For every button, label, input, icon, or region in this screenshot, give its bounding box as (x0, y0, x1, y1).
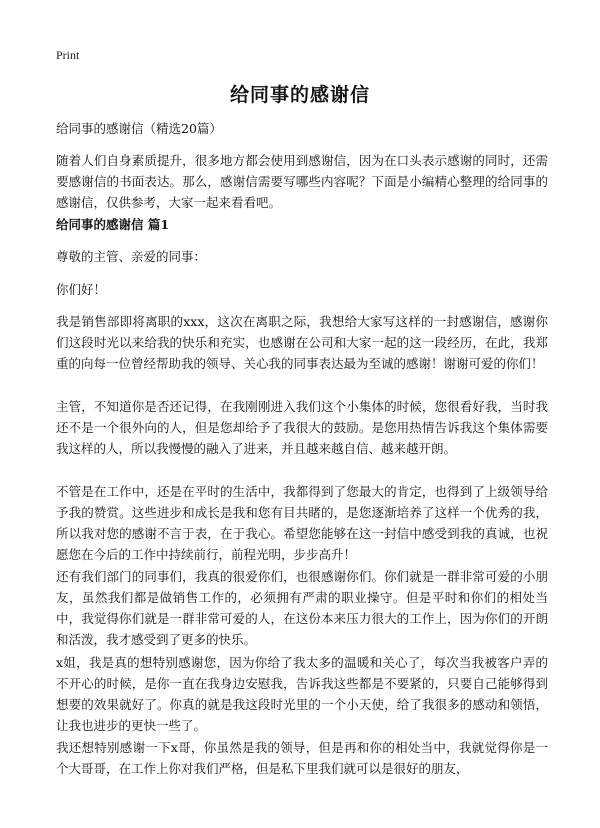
body-paragraph: 还有我们部门的同事们，我真的很爱你们，也很感谢你们。你们就是一群非常可爱的小朋友，虽然我们都是做销售工作的，必须拥有严肃的职业操守。但是平时和你们的相处当中，我觉得你们就是一群非常可爱的人，在这份本来压力很大的工作上，因为你们的开朗和活泼，我才感受到了更多的快乐。 (56, 569, 548, 647)
section-heading: 给同事的感谢信 篇1 (56, 217, 170, 232)
print-label: Print (56, 48, 80, 62)
body-paragraph: 我是销售部即将离职的xxx，这次在离职之际，我想给大家写这样的一封感谢信，感谢你们这段时光以来给我的快乐和充实，也感谢在公司和大家一起的这一段经历，在此，我郑重的向每一位曾经帮助我的领导、关心我的同事表达最为至诚的感谢！谢谢可爱的你们！ (56, 314, 548, 371)
document-title: 给同事的感谢信 (229, 84, 370, 106)
greeting: 你们好！ (56, 282, 107, 297)
body-paragraph: 我还想特别感谢一下x哥，你虽然是我的领导，但是再和你的相处当中，我就觉得你是一个大哥哥，在工作上你对我们严格，但是私下里我们就可以是很好的朋友， (56, 740, 548, 776)
salutation: 尊敬的主管、亲爱的同事： (56, 249, 207, 264)
intro-paragraph: 随着人们自身素质提升，很多地方都会使用到感谢信，因为在口头表示感谢的同时，还需要感谢信的书面表达。那么，感谢信需要写哪些内容呢？下面是小编精心整理的给同事的感谢信，仅供参考，大家一起来看看吧。 (56, 153, 548, 210)
body-paragraph: x姐，我是真的想特别感谢您，因为你给了我太多的温暖和关心了，每次当我被客户弄的不开心的时候，是你一直在我身边安慰我，告诉我这些都是不要紧的，只要自己能够得到想要的效果就好了。你真的就是我这段时光里的一个小天使，给了我很多的感动和领悟，让我也进步的更快一些了。 (56, 655, 548, 733)
document-subtitle: 给同事的感谢信（精选20篇） (56, 121, 222, 136)
body-paragraph: 不管是在工作中，还是在平时的生活中，我都得到了您最大的肯定，也得到了上级领导给予我的赞赏。这些进步和成长是我和您有目共睹的，是您逐渐培养了这样一个优秀的我，所以我对您的感谢不言于表，在于我心。希望您能够在这一封信中感受到我的真诚，也祝愿您在今后的工作中持续前行，前程光明，步步高升！ (56, 484, 548, 562)
body-paragraph: 主管，不知道你是否还记得，在我刚刚进入我们这个小集体的时候，您很看好我，当时我还不是一个很外向的人，但是您却给予了我很大的鼓励。是您用热情告诉我这个集体需要我这样的人，所以我慢慢的融入了进来，并且越来越自信、越来越开朗。 (56, 399, 548, 456)
